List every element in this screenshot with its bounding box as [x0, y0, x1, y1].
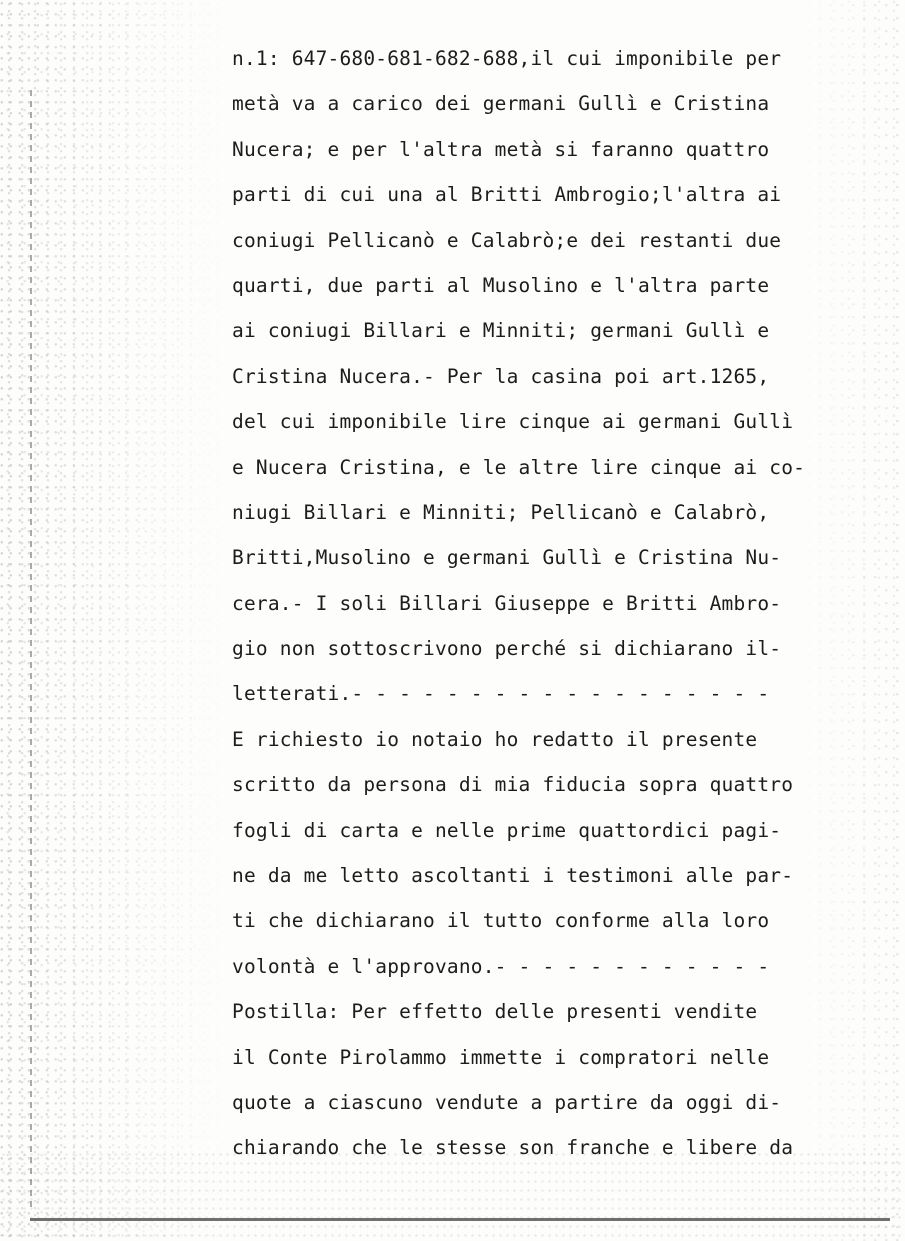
text-line: quarti, due parti al Musolino e l'altra parte	[232, 273, 770, 297]
text-line: chiarando che le stesse son franche e libere da	[232, 1136, 794, 1160]
text-line: Cristina Nucera.- Per la casina poi art.1265,	[232, 364, 770, 388]
text-line: n.1: 647-680-681-682-688,il cui imponibile per	[232, 47, 782, 70]
left-edge-noise	[0, 0, 230, 1241]
text-line: parti di cui una al Britti Ambrogio;l'altra ai	[232, 183, 782, 207]
text-line: e Nucera Cristina, e le altre lire cinque ai co-	[232, 455, 806, 479]
text-line: niugi Billari e Minniti; Pellicanò e Calabrò,	[232, 500, 770, 524]
text-line: Britti,Musolino e germani Gullì e Cristina Nu-	[232, 546, 782, 570]
text-line: scritto da persona di mia fiducia sopra quattro	[232, 773, 794, 797]
text-line: Postilla: Per effetto delle presenti vendite	[232, 1000, 758, 1024]
text-line: metà va a carico dei germani Gullì e Cristina	[232, 92, 770, 116]
text-line: ti che dichiarano il tutto conforme alla loro	[232, 909, 770, 933]
bottom-edge-line	[30, 1218, 890, 1221]
text-line: il Conte Pirolammo immette i compratori nelle	[232, 1045, 770, 1069]
text-line: fogli di carta e nelle prime quattordici pagi-	[232, 818, 782, 842]
text-line: letterati.- - - - - - - - - - - - - - - - - -	[232, 682, 770, 706]
typed-text-block	[232, 36, 832, 1171]
text-line: cera.- I soli Billari Giuseppe e Britti Ambro-	[232, 591, 782, 615]
text-line: del cui imponibile lire cinque ai germani Gullì	[232, 410, 794, 434]
text-line: E richiesto io notaio ho redatto il presente	[232, 727, 758, 751]
text-line: volontà e l'approvano.- - - - - - - - - - - -	[232, 954, 770, 978]
text-line: coniugi Pellicanò e Calabrò;e dei restanti due	[232, 228, 782, 252]
text-line: quote a ciascuno vendute a partire da oggi di-	[232, 1090, 782, 1114]
text-line: ne da me letto ascoltanti i testimoni alle par-	[232, 864, 794, 888]
text-line: Nucera; e per l'altra metà si faranno quattro	[232, 137, 770, 161]
left-margin-artifact	[30, 90, 32, 1210]
text-line: ai coniugi Billari e Minniti; germani Gullì e	[232, 319, 770, 343]
text-line: gio non sottoscrivono perché si dichiarano il-	[232, 637, 782, 661]
